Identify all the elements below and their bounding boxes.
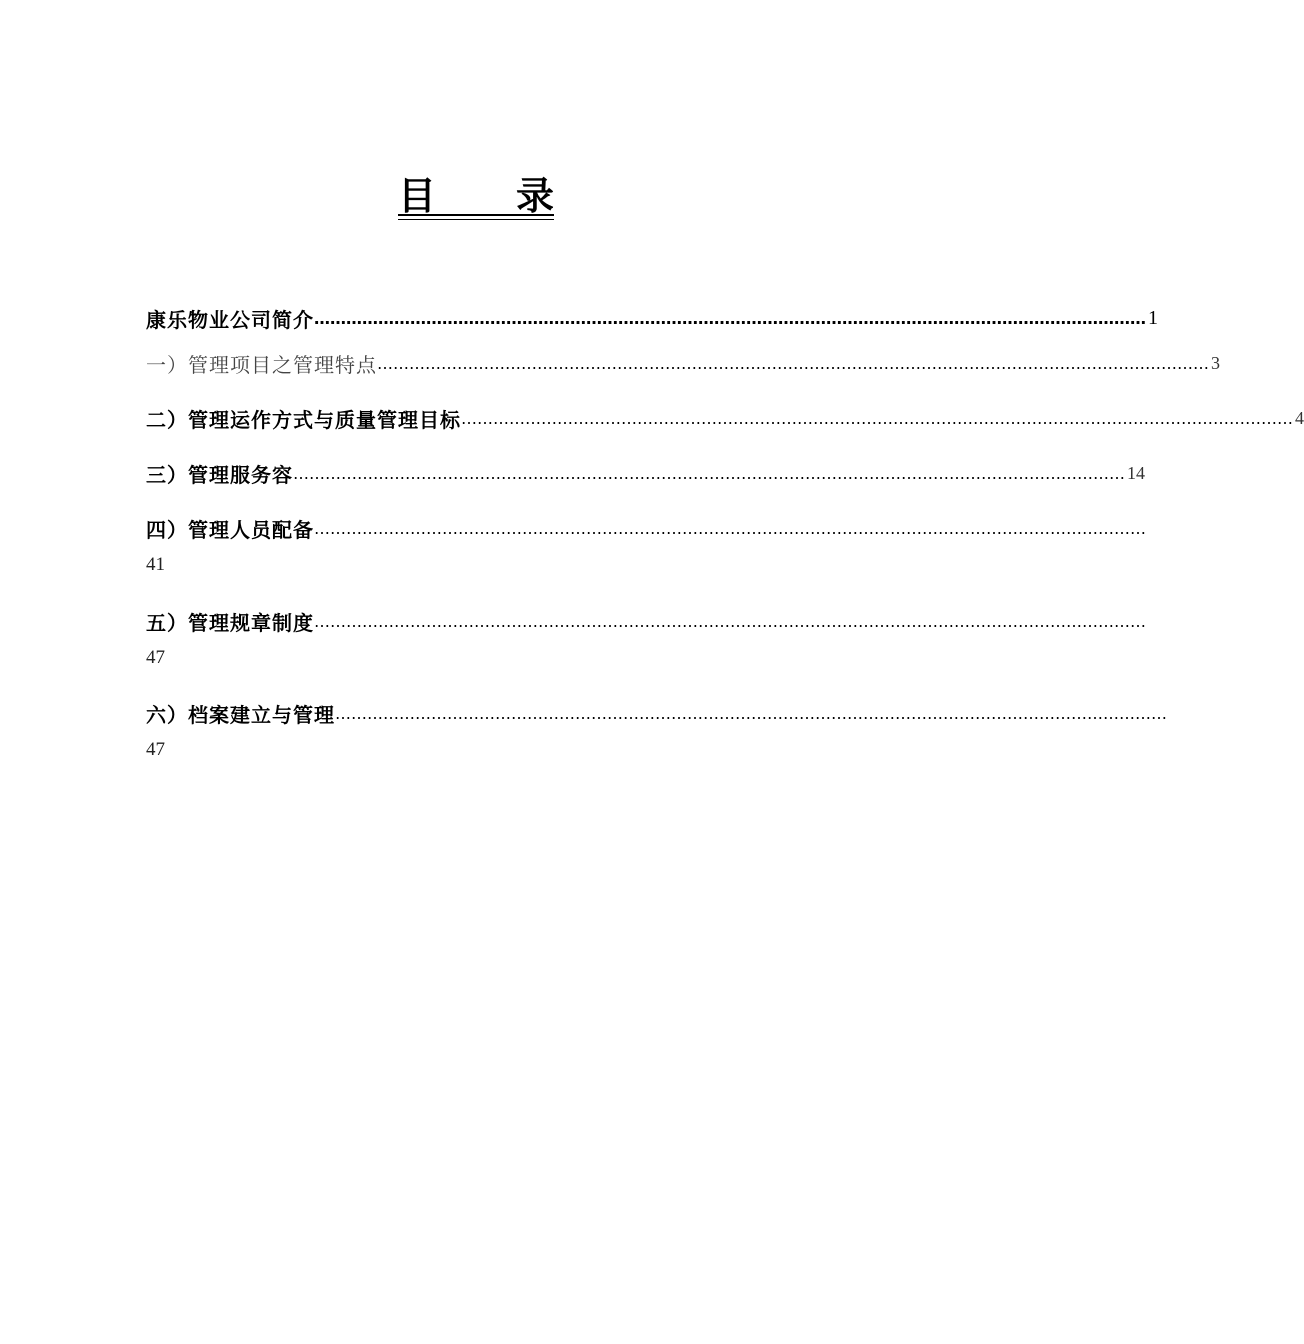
toc-entry-rules[interactable] [146, 606, 1146, 636]
toc-entry-company-intro[interactable] [146, 303, 1158, 333]
title-underline-thin [398, 219, 554, 220]
toc-entry-label: 康乐物业公司简介 [146, 307, 314, 332]
title-char-1: 目 [398, 174, 437, 218]
toc-entry-management-features[interactable] [146, 348, 1220, 378]
toc-entry-page: 3 [1211, 352, 1220, 373]
toc-entry-label: 三）管理服务容 [146, 462, 293, 487]
toc-entry-page: 47 [146, 647, 165, 668]
toc-entry-label: 四）管理人员配备 [146, 517, 314, 542]
toc-entry-label: 六）档案建立与管理 [146, 702, 335, 727]
dot-leader: ………………………………………………………………………………………………………………………………………… [335, 703, 1167, 723]
dot-leader: ………………………………………………………………………………………………………………………………………… [314, 518, 1146, 538]
toc-entry-page: 4 [1295, 407, 1304, 428]
title-char-2: 录 [515, 174, 554, 218]
toc-entry-label: 一）管理项目之管理特点 [146, 352, 377, 377]
toc-entry-page: 14 [1127, 462, 1145, 483]
title-underline-thick [398, 214, 554, 216]
toc-entry-service-content[interactable] [146, 458, 1145, 488]
toc-entry-label: 二）管理运作方式与质量管理目标 [146, 407, 461, 432]
toc-entry-page: 47 [146, 739, 165, 760]
dot-leader: ………………………………………………………………………………………………………………………………………… [461, 408, 1293, 428]
dot-leader: ………………………………………………………………………………………………………………………………………… [314, 308, 1146, 328]
dot-leader: ………………………………………………………………………………………………………………………………………… [314, 611, 1146, 631]
toc-entry-page: 1 [1148, 306, 1158, 329]
toc-entry-operation-quality[interactable] [146, 403, 1304, 433]
toc-entry-archives[interactable] [146, 698, 1167, 728]
toc-entry-label: 五）管理规章制度 [146, 610, 314, 635]
dot-leader: ………………………………………………………………………………………………………………………………………… [293, 463, 1125, 483]
dot-leader: ………………………………………………………………………………………………………………………………………… [377, 353, 1209, 373]
toc-title [398, 176, 554, 224]
toc-entry-staffing[interactable] [146, 513, 1146, 543]
toc-entry-page: 41 [146, 554, 165, 575]
